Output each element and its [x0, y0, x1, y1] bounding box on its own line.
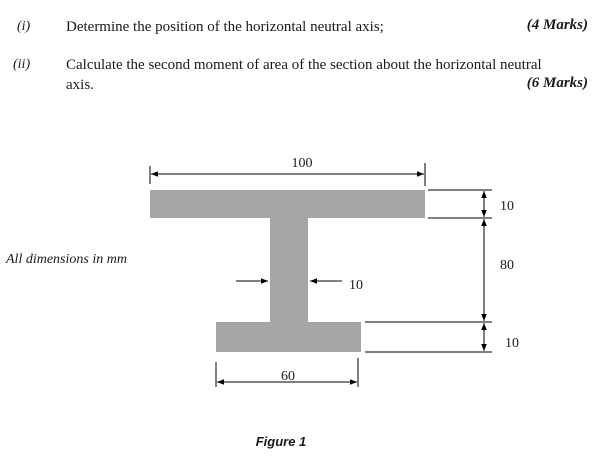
- top-flange-width-dimension: [150, 163, 425, 186]
- question-1-text: Determine the position of the horizontal neutral axis;: [66, 19, 384, 35]
- question-2-number: (ii): [13, 57, 31, 72]
- question-2-text-line1: Calculate the second moment of area of the section about the horizontal neutral: [66, 57, 542, 73]
- figure-caption: Figure 1: [255, 434, 307, 449]
- top-flange: [150, 190, 425, 218]
- question-2-marks: (6 Marks): [526, 75, 588, 91]
- web-height-label: 80: [500, 258, 514, 273]
- dimensions-note: All dimensions in mm: [6, 252, 127, 267]
- web-thickness-label: 10: [349, 278, 363, 293]
- bottom-flange-width-label: 60: [281, 369, 295, 384]
- i-section-shape: [150, 190, 425, 352]
- question-2-text-line2: axis.: [66, 77, 94, 93]
- bottom-flange: [216, 322, 361, 352]
- web: [270, 218, 308, 324]
- question-1-marks: (4 Marks): [526, 17, 588, 33]
- bottom-flange-thickness-label: 10: [505, 336, 519, 351]
- question-1-number: (i): [17, 19, 31, 34]
- top-flange-thickness-label: 10: [500, 199, 514, 214]
- top-flange-width-label: 100: [291, 156, 313, 171]
